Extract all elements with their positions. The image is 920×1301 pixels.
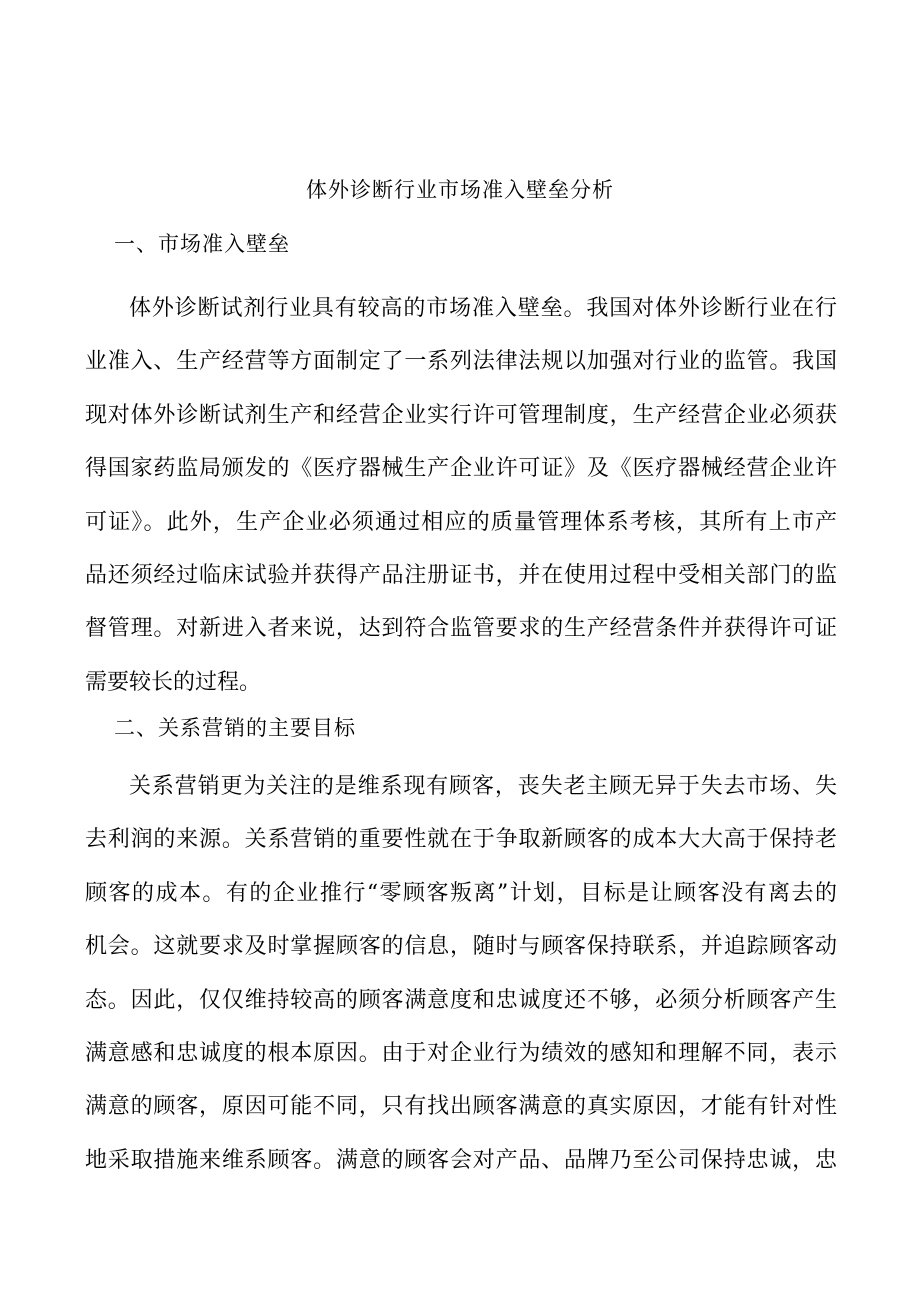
section-heading-relationship-marketing: 二、关系营销的主要目标 (114, 716, 356, 740)
paragraph-relationship-marketing (85, 760, 837, 1187)
paragraph-line: 督管理。对新进入者来说，达到符合监管要求的生产经营条件并获得许可证 (85, 616, 837, 642)
paragraph-line: 去利润的来源。关系营销的重要性就在于争取新顾客的成本大大高于保持老 (85, 827, 837, 853)
paragraph-line: 品还须经过临床试验并获得产品注册证书，并在使用过程中受相关部门的监 (85, 562, 837, 588)
paragraph-line: 地采取措施来维系顾客。满意的顾客会对产品、品牌乃至公司保持忠诚，忠 (85, 1147, 837, 1173)
paragraph-line: 顾客的成本。有的企业推行“零顾客叛离”计划，目标是让顾客没有离去的 (85, 880, 837, 906)
paragraph-line: 需要较长的过程。 (85, 669, 262, 695)
paragraph-line: 得国家药监局颁发的《医疗器械生产企业许可证》及《医疗器械经营企业许 (85, 456, 837, 482)
paragraph-line: 满意感和忠诚度的根本原因。由于对企业行为绩效的感知和理解不同，表示 (85, 1040, 837, 1066)
section-heading-market-entry: 一、市场准入壁垒 (114, 232, 290, 256)
paragraph-line: 业准入、生产经营等方面制定了一系列法律法规以加强对行业的监管。我国 (85, 349, 837, 375)
paragraph-line: 现对体外诊断试剂生产和经营企业实行许可管理制度，生产经营企业必须获 (85, 402, 837, 428)
paragraph-line: 关系营销更为关注的是维系现有顾客，丧失老主顾无异于失去市场、失 (129, 774, 837, 799)
paragraph-market-entry (85, 282, 837, 709)
paragraph-line: 态。因此，仅仅维持较高的顾客满意度和忠诚度还不够，必须分析顾客产生 (85, 987, 837, 1013)
paragraph-line: 体外诊断试剂行业具有较高的市场准入壁垒。我国对体外诊断行业在行 (129, 296, 837, 321)
paragraph-line: 满意的顾客，原因可能不同，只有找出顾客满意的真实原因，才能有针对性 (85, 1094, 837, 1120)
document-title: 体外诊断行业市场准入壁垒分析 (306, 178, 614, 202)
paragraph-line: 机会。这就要求及时掌握顾客的信息，随时与顾客保持联系，并追踪顾客动 (85, 934, 837, 960)
paragraph-line: 可证》。此外，生产企业必须通过相应的质量管理体系考核，其所有上市产 (85, 509, 837, 535)
